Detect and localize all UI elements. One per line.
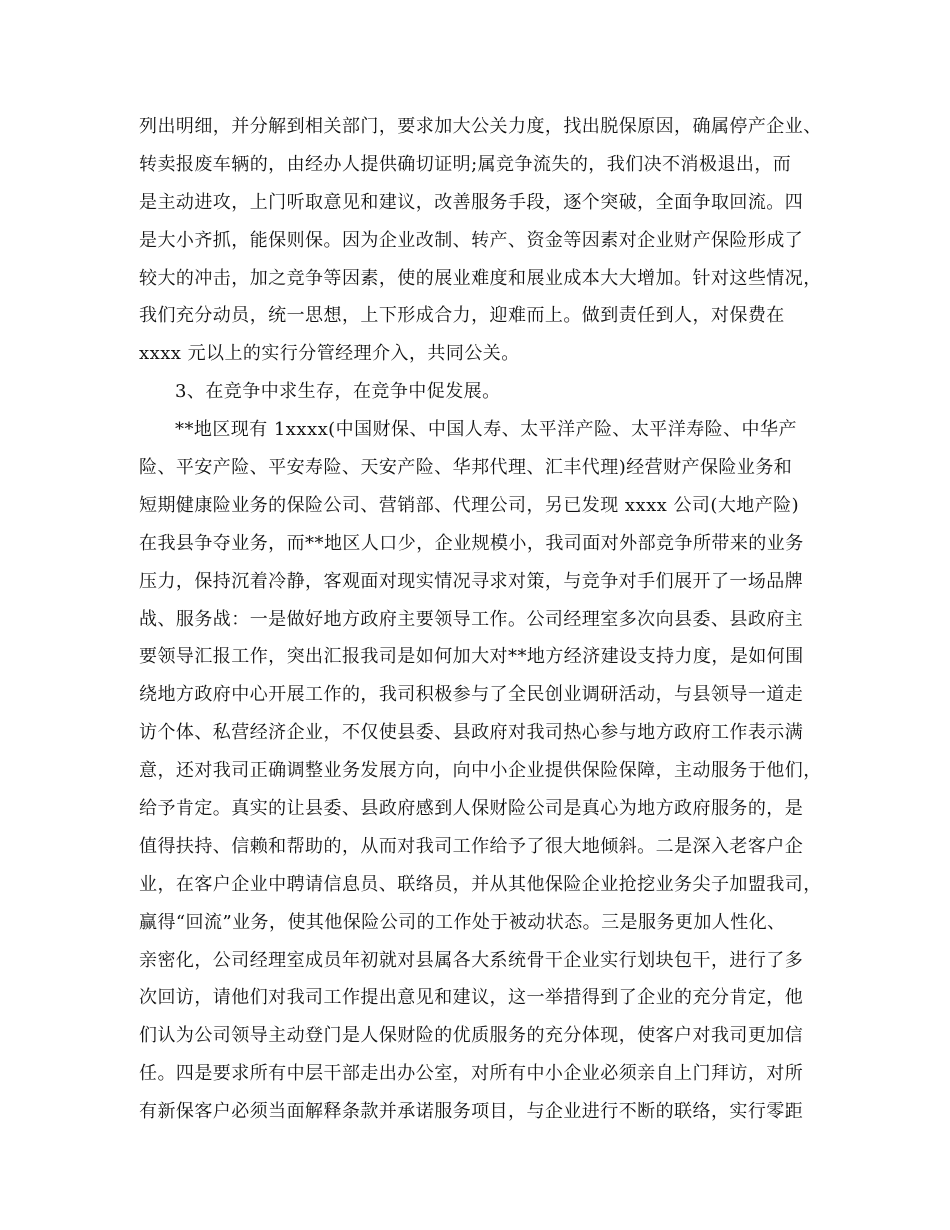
body-text (139, 108, 829, 1131)
text-line: 短期健康险业务的保险公司、营销部、代理公司，另已发现 xxxx 公司(大地产险) (139, 494, 800, 516)
paragraph-start-line: **地区现有 1xxxx(中国财保、中国人寿、太平洋产险、太平洋寿险、中华产 (175, 419, 797, 441)
text-line: 值得扶持、信赖和帮助的，从而对我司工作给予了很大地倾斜。二是深入老客户企 (139, 835, 804, 857)
text-line: 们认为公司领导主动登门是人保财险的优质服务的充分体现，使客户对我司更加信 (139, 1025, 804, 1047)
text-line: 是主动进攻，上门听取意见和建议，改善服务手段，逐个突破，全面争取回流。四 (139, 191, 804, 213)
text-line: 意，还对我司正确调整业务发展方向，向中小企业提供保险保障，主动服务于他们， (139, 760, 822, 782)
text-line: 次回访，请他们对我司工作提出意见和建议，这一举措得到了企业的充分肯定，他 (139, 987, 804, 1009)
text-line: 要领导汇报工作，突出汇报我司是如何加大对**地方经济建设支持力度，是如何围 (139, 646, 804, 668)
text-line: 有新保客户必须当面解释条款并承诺服务项目，与企业进行不断的联络，实行零距 (139, 1101, 804, 1123)
text-line: 业，在客户企业中聘请信息员、联络员，并从其他保险企业抢挖业务尖子加盟我司， (139, 873, 822, 895)
text-line: 访个体、私营经济企业，不仅使县委、县政府对我司热心参与地方政府工作表示满 (139, 722, 804, 744)
text-line: 任。四是要求所有中层干部走出办公室，对所有中小企业必须亲自上门拜访，对所 (139, 1063, 804, 1085)
text-line: 压力，保持沉着冷静，客观面对现实情况寻求对策，与竞争对手们展开了一场品牌 (139, 570, 804, 592)
text-line: 较大的冲击，加之竞争等因素，使的展业难度和展业成本大大增加。针对这些情况， (139, 267, 822, 289)
text-line: 绕地方政府中心开展工作的，我司积极参与了全民创业调研活动，与县领导一道走 (139, 684, 804, 706)
text-line: 亲密化，公司经理室成员年初就对县属各大系统骨干企业实行划块包干，进行了多 (139, 949, 804, 971)
text-line: 给予肯定。真实的让县委、县政府感到人保财险公司是真心为地方政府服务的，是 (139, 798, 804, 820)
text-line: 赢得“回流”业务，使其他保险公司的工作处于被动状态。三是服务更加人性化、 (139, 911, 786, 933)
text-line: 险、平安产险、平安寿险、天安产险、华邦代理、汇丰代理)经营财产保险业务和 (139, 457, 793, 479)
text-line: 战、服务战：一是做好地方政府主要领导工作。公司经理室多次向县委、县政府主 (139, 608, 804, 630)
text-line: 是大小齐抓，能保则保。因为企业改制、转产、资金等因素对企业财产保险形成了 (139, 229, 804, 251)
text-line: xxxx 元以上的实行分管经理介入，共同公关。 (139, 343, 520, 365)
text-line: 我们充分动员，统一思想，上下形成合力，迎难而上。做到责任到人，对保费在 (139, 305, 785, 327)
text-line: 列出明细，并分解到相关部门，要求加大公关力度，找出脱保原因，确属停产企业、 (139, 116, 822, 137)
text-line: 在我县争夺业务，而**地区人口少，企业规模小，我司面对外部竞争所带来的业务 (139, 532, 804, 554)
text-line: 转卖报废车辆的，由经办人提供确切证明;属竞争流失的，我们决不消极退出，而 (139, 153, 792, 175)
section-heading: 3、在竞争中求生存，在竞争中促发展。 (175, 381, 501, 403)
